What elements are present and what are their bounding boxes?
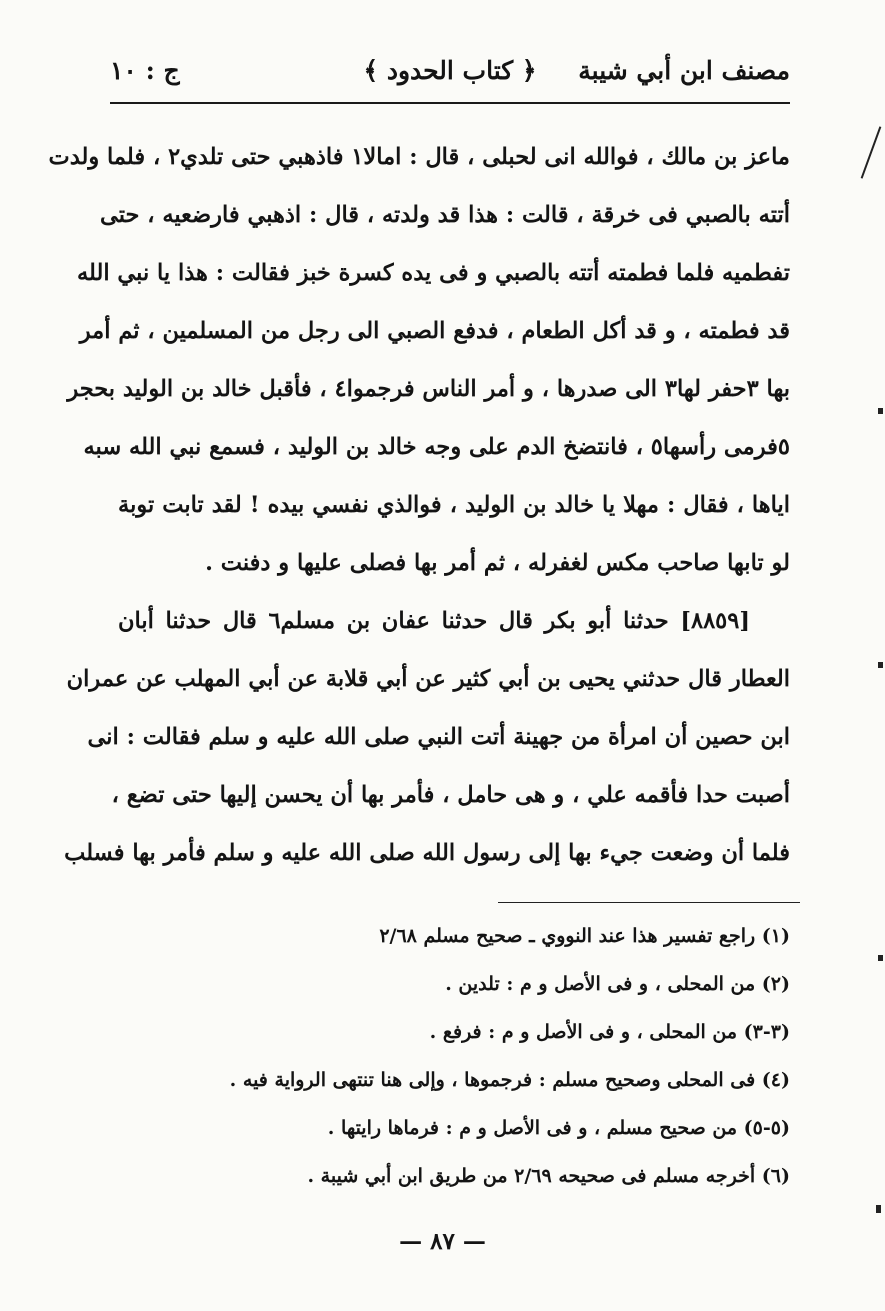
text-line: العطار قال حدثني يحيى بن أبي كثير عن أبي قلابة عن أبي المهلب عن عمران (66, 666, 790, 692)
scan-mark (876, 1205, 881, 1213)
footnote: (٢) من المحلى ، و فى الأصل و م : تلدين . (445, 973, 790, 995)
header-rule (110, 102, 790, 104)
footnote: (١) راجع تفسير هذا عند النووي ـ صحيح مسلم ٢/٦٨ (379, 925, 790, 947)
page-number: — ٨٧ — (399, 1228, 486, 1255)
footnote: (٤) فى المحلى وصحيح مسلم : فرجموها ، وإلى هنا تنتهى الرواية فيه . (229, 1069, 790, 1091)
text-line: فلما أن وضعت جيء بها إلى رسول الله صلى الله عليه و سلم فأمر بها فسلب (64, 840, 790, 866)
text-line: ٥فرمى رأسها٥ ، فانتضخ الدم على وجه خالد بن الوليد ، فسمع نبي الله سبه (83, 434, 790, 460)
volume-number: ج : ١٠ (110, 56, 180, 85)
text-line: أتته بالصبي فى خرقة ، قالت : هذا قد ولدته ، قال : اذهبي فارضعيه ، حتى (99, 202, 790, 228)
text-line: [٨٨٥٩] حدثنا أبو بكر قال حدثنا عفان بن مسلم٦ قال حدثنا أبان (118, 608, 751, 634)
scan-mark (878, 408, 883, 414)
text-line: أصبت حدا فأقمه علي ، و هى حامل ، فأمر بها أن يحسن إليها حتى تضع ، (111, 782, 790, 808)
running-header (110, 52, 790, 98)
scan-mark (861, 126, 882, 178)
main-text (48, 128, 790, 882)
footnote-separator (498, 902, 800, 903)
footnotes (200, 912, 790, 1200)
text-line: لو تابها صاحب مكس لغفرله ، ثم أمر بها فصلى عليها و دفنت . (205, 550, 790, 576)
text-line: اياها ، فقال : مهلا يا خالد بن الوليد ، فوالذي نفسي بيده ! لقد تابت توبة (118, 492, 790, 518)
book-title: مصنف ابن أبي شيبة (578, 56, 790, 85)
chapter-title: ﴿ كتاب الحدود ﴾ (363, 56, 537, 85)
footnote: (٣-٣) من المحلى ، و فى الأصل و م : فرفع . (429, 1021, 790, 1043)
text-line: بها ٣حفر لها٣ الى صدرها ، و أمر الناس فرجموا٤ ، فأقبل خالد بن الوليد بحجر (67, 376, 790, 402)
footnote: (٦) أخرجه مسلم فى صحيحه ٢/٦٩ من طريق ابن أبي شيبة . (307, 1165, 790, 1187)
text-line: ابن حصين أن امرأة من جهينة أتت النبي صلى الله عليه و سلم فقالت : انى (87, 724, 790, 750)
text-line: قد فطمته ، و قد أكل الطعام ، فدفع الصبي الى رجل من المسلمين ، ثم أمر (79, 318, 790, 344)
text-line: تفطميه فلما فطمته أتته بالصبي و فى يده كسرة خبز فقالت : هذا يا نبي الله (76, 260, 790, 286)
text-line: ماعز بن مالك ، فوالله انى لحبلى ، قال : امالا١ فاذهبي حتى تلدي٢ ، فلما ولدت (48, 144, 790, 170)
scan-mark (878, 955, 883, 961)
footnote: (٥-٥) من صحيح مسلم ، و فى الأصل و م : فرماها رايتها . (327, 1117, 790, 1139)
scan-mark (878, 662, 883, 668)
